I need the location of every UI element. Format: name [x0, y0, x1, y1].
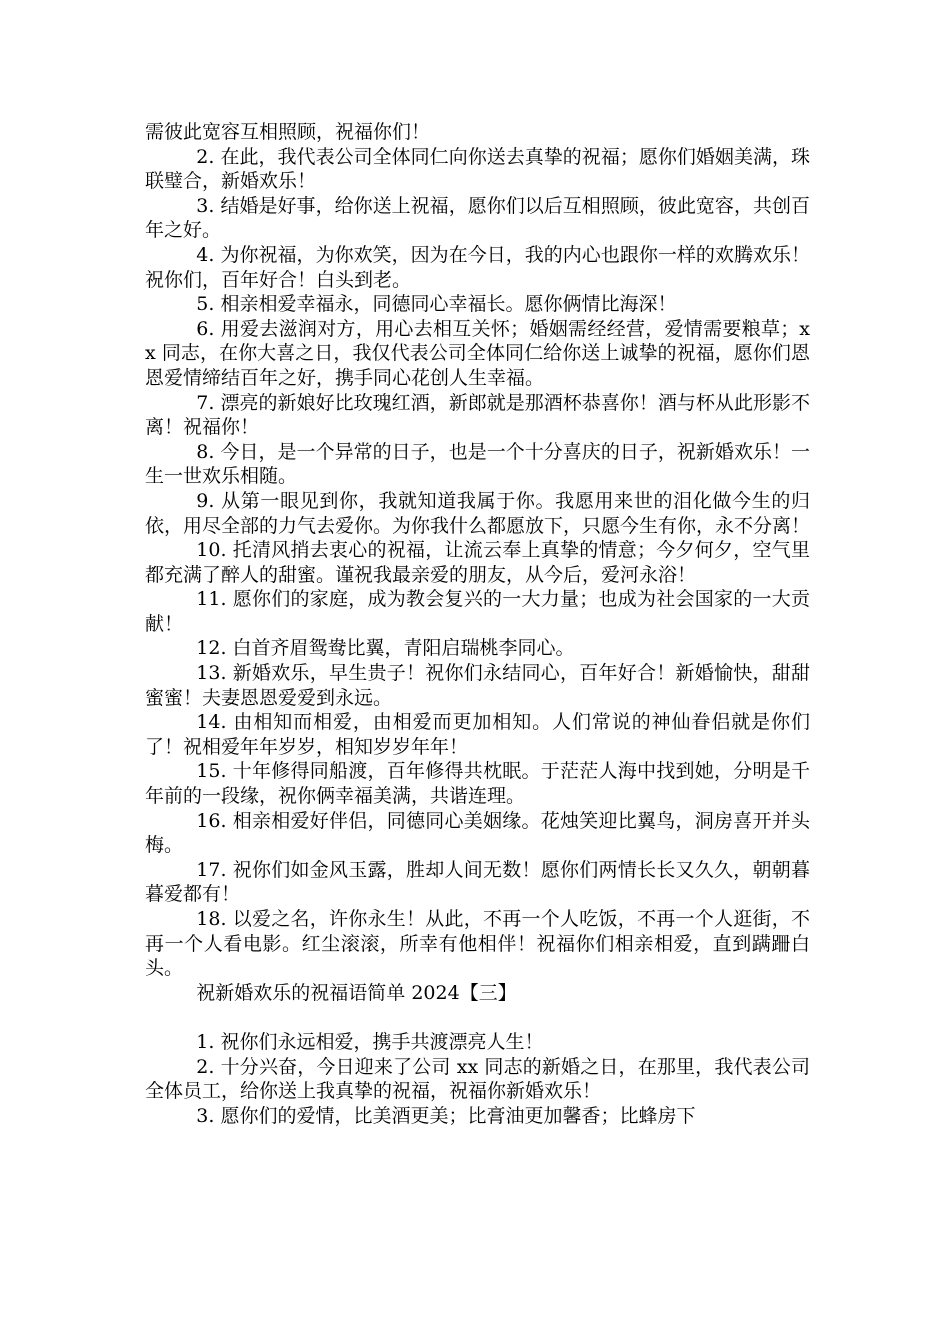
blessing-item-13: 13. 新婚欢乐，早生贵子！祝你们永结同心，百年好合！新婚愉快，甜甜蜜蜜！夫妻恩恩爱爱到永远。: [145, 662, 810, 709]
blessing-item-7: 7. 漂亮的新娘好比玫瑰红酒，新郎就是那酒杯恭喜你！酒与杯从此形影不离！祝福你！: [145, 391, 810, 439]
blessing-item-16: 16. 相亲相爱好伴侣，同德同心美姻缘。花烛笑迎比翼鸟，洞房喜开并头梅。: [145, 809, 810, 857]
section-heading: 祝新婚欢乐的祝福语简单 2024【三】: [196, 981, 517, 1004]
paragraph-continued: 需彼此宽容互相照顾，祝福你们！: [145, 121, 431, 143]
section3-item-2: 2. 十分兴奋，今日迎来了公司 xx 同志的新婚之日，在那里，我代表公司全体员工，给你送上我真挚的祝福，祝福你新婚欢乐！: [145, 1055, 810, 1103]
blessing-item-2: 2. 在此，我代表公司全体同仁向你送去真挚的祝福；愿你们婚姻美满，珠联璧合，新婚欢乐！: [145, 145, 810, 193]
blessing-item-17: 17. 祝你们如金风玉露，胜却人间无数！愿你们两情长长又久久，朝朝暮暮爱都有！: [145, 858, 810, 906]
blessing-item-4: 4. 为你祝福，为你欢笑，因为在今日，我的内心也跟你一样的欢腾欢乐！祝你们，百年好合！白头到老。: [145, 243, 810, 291]
blessing-item-11: 11. 愿你们的家庭，成为教会复兴的一大力量；也成为社会国家的一大贡献！: [145, 588, 810, 635]
blank-line: [145, 1005, 810, 1030]
blessing-item-14: 14. 由相知而相爱，由相爱而更加相知。人们常说的神仙眷侣就是你们了！祝相爱年年岁岁，相知岁岁年年！: [145, 711, 810, 758]
blessing-item-12: 12. 白首齐眉鸳鸯比翼，青阳启瑞桃李同心。: [196, 637, 575, 660]
blessing-item-9: 9. 从第一眼见到你，我就知道我属于你。我愿用来世的泪化做今生的归依，用尽全部的力气去爱你。为你我什么都愿放下，只愿今生有你，永不分离！: [145, 489, 811, 537]
document-page: [145, 120, 810, 1128]
blessing-item-15: 15. 十年修得同船渡，百年修得共枕眠。于茫茫人海中找到她，分明是千年前的一段缘，祝你俩幸福美满，共谐连理。: [145, 760, 810, 808]
section3-item-3: 3. 愿你们的爱情，比美酒更美；比膏油更加馨香；比蜂房下: [196, 1104, 696, 1127]
blessing-item-8: 8. 今日，是一个异常的日子，也是一个十分喜庆的日子，祝新婚欢乐！一生一世欢乐相随。: [145, 440, 810, 488]
blessing-item-3: 3. 结婚是好事，给你送上祝福，愿你们以后互相照顾，彼此宽容，共创百年之好。: [145, 194, 810, 242]
blessing-item-18: 18. 以爱之名，许你永生！从此，不再一个人吃饭，不再一个人逛街，不再一个人看电影。红尘滚滚，所幸有他相伴！祝福你们相亲相爱，直到蹒跚白头。: [145, 908, 810, 980]
blessing-item-6: 6. 用爱去滋润对方，用心去相互关怀；婚姻需经经营，爱情需要粮草；xx 同志，在你大喜之日，我仅代表公司全体同仁给你送上诚挚的祝福，愿你们恩恩爱情缔结百年之好，携手同心花创人生幸福。: [145, 317, 810, 389]
blessing-item-10: 10. 托清风捎去衷心的祝福，让流云奉上真挚的情意；今夕何夕，空气里都充满了醉人的甜蜜。谨祝我最亲爱的朋友，从今后，爱河永浴！: [145, 539, 810, 586]
blessing-item-5: 5. 相亲相爱幸福永，同德同心幸福长。愿你俩情比海深！: [196, 293, 677, 316]
section3-item-1: 1. 祝你们永远相爱，携手共渡漂亮人生！: [196, 1030, 544, 1053]
